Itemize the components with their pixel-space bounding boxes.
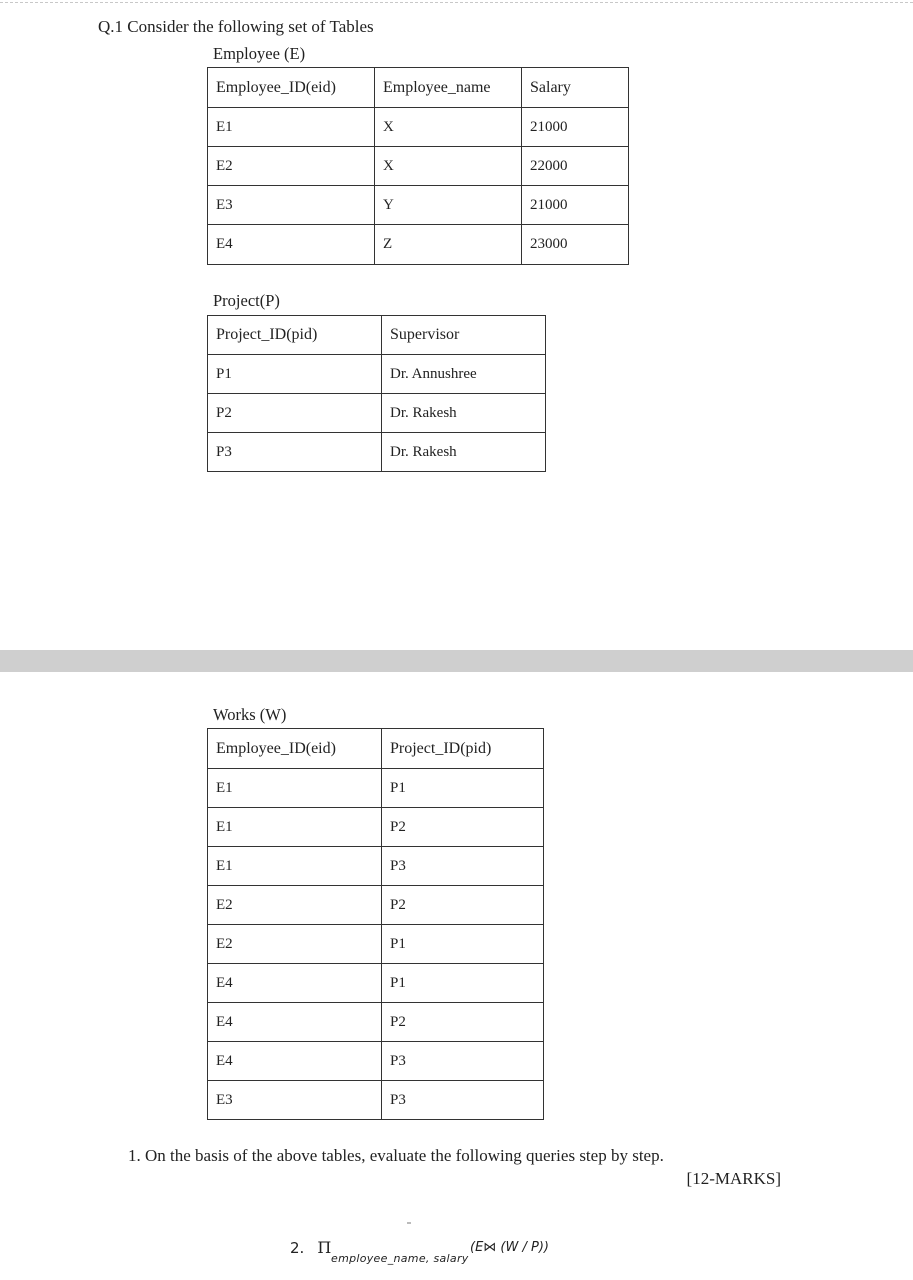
table-cell: Dr. Rakesh: [382, 433, 546, 472]
table-cell: X: [375, 108, 522, 147]
table-row: [208, 147, 629, 186]
table-cell: P1: [208, 355, 382, 394]
stray-mark: [407, 1222, 411, 1224]
header-cell: Project_ID(pid): [382, 729, 544, 769]
table-row: [208, 964, 544, 1003]
table-cell: Z: [375, 225, 522, 265]
table-cell: P2: [382, 1003, 544, 1042]
instruction-text: 1. On the basis of the above tables, evaluate the following queries step by step.: [128, 1146, 664, 1165]
table-cell: P3: [208, 433, 382, 472]
table-cell: E2: [208, 886, 382, 925]
table-cell: E4: [208, 964, 382, 1003]
table-header-row: [208, 729, 544, 769]
table-cell: P1: [382, 925, 544, 964]
works-table: [207, 728, 544, 1120]
table-cell: Dr. Rakesh: [382, 394, 546, 433]
table-cell: E4: [208, 1003, 382, 1042]
table-cell: P2: [208, 394, 382, 433]
page-separator-band: [0, 650, 913, 672]
projection-subscript: employee_name, salary: [331, 1252, 469, 1265]
table-cell: E4: [208, 1042, 382, 1081]
table-row: [208, 355, 546, 394]
table-cell: 23000: [522, 225, 629, 265]
table-cell: E1: [208, 808, 382, 847]
table-row: [208, 186, 629, 225]
header-cell: Employee_name: [375, 68, 522, 108]
table-row: [208, 1081, 544, 1120]
table-cell: E3: [208, 1081, 382, 1120]
query-expression: [290, 1238, 549, 1265]
table-row: [208, 394, 546, 433]
table-cell: E3: [208, 186, 375, 225]
table-row: [208, 925, 544, 964]
employee-table: [207, 67, 629, 265]
table-cell: P1: [382, 769, 544, 808]
table-row: [208, 225, 629, 265]
header-cell: Employee_ID(eid): [208, 68, 375, 108]
table-cell: P3: [382, 1042, 544, 1081]
projection-operator: Π: [317, 1238, 332, 1257]
table-cell: E1: [208, 108, 375, 147]
table-cell: P2: [382, 886, 544, 925]
table-cell: E4: [208, 225, 375, 265]
query-number: 2.: [290, 1239, 305, 1257]
header-cell: Supervisor: [382, 316, 546, 355]
table-header-row: [208, 68, 629, 108]
query-relation-expression: (E⋈ (W / P)): [470, 1240, 549, 1255]
works-table-caption: Works (W): [213, 705, 287, 724]
table-row: [208, 769, 544, 808]
table-row: [208, 1042, 544, 1081]
table-cell: 22000: [522, 147, 629, 186]
table-header-row: [208, 316, 546, 355]
table-row: [208, 808, 544, 847]
question-title: Q.1 Consider the following set of Tables: [98, 17, 374, 36]
header-cell: Salary: [522, 68, 629, 108]
table-cell: P3: [382, 847, 544, 886]
table-cell: 21000: [522, 186, 629, 225]
table-cell: E1: [208, 769, 382, 808]
table-cell: E1: [208, 847, 382, 886]
table-row: [208, 886, 544, 925]
table-row: [208, 847, 544, 886]
header-cell: Employee_ID(eid): [208, 729, 382, 769]
header-cell: Project_ID(pid): [208, 316, 382, 355]
marks-label: [12-MARKS]: [686, 1169, 781, 1188]
table-cell: X: [375, 147, 522, 186]
table-cell: P3: [382, 1081, 544, 1120]
project-table-caption: Project(P): [213, 291, 280, 310]
table-cell: Y: [375, 186, 522, 225]
table-cell: P1: [382, 964, 544, 1003]
employee-table-caption: Employee (E): [213, 44, 306, 63]
table-cell: 21000: [522, 108, 629, 147]
table-row: [208, 108, 629, 147]
table-row: [208, 433, 546, 472]
table-cell: P2: [382, 808, 544, 847]
table-row: [208, 1003, 544, 1042]
page-top-rule: [0, 2, 913, 3]
table-cell: E2: [208, 147, 375, 186]
table-cell: Dr. Annushree: [382, 355, 546, 394]
project-table: [207, 315, 546, 472]
table-cell: E2: [208, 925, 382, 964]
